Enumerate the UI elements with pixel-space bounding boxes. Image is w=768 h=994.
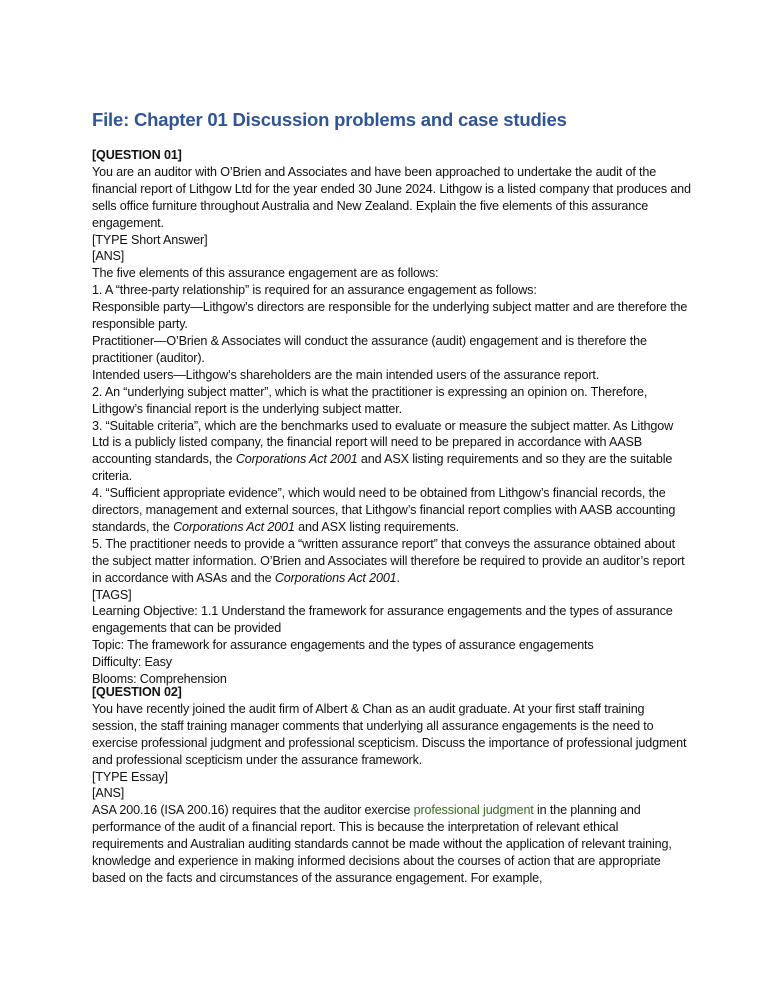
tags-label: [TAGS] — [92, 587, 132, 602]
answer-item-4-text-a: 4. “Sufficient appropriate evidence”, which would need to be obtained from Lithgow’s financial records, the directors, management and external sources, that Lithgow’s financial report complies with AASB accounting standards, the — [92, 486, 676, 534]
answer-item-3 — [92, 418, 692, 486]
answer-paragraph — [92, 802, 692, 887]
answer-item-3-text-a: 3. “Suitable criteria”, which are the benchmarks used to evaluate or measure the subject matter. As Lithgow Ltd is a publicly listed company, the financial report will need to be prepared in accordance with AASB accounting standards, the — [92, 418, 674, 467]
blooms: Blooms: Comprehension — [92, 672, 227, 687]
act-reference: Corporations Act 2001 — [173, 519, 295, 534]
responsible-party: Responsible party—Lithgow’s directors are responsible for the underlying subject matter and are therefore the responsible party. — [92, 300, 688, 332]
question-type: [TYPE Essay] — [92, 769, 168, 784]
answer-item-2: 2. An “underlying subject matter”, which is what the practitioner is expressing an opinion on. Therefore, Lithgow’s financial report is the underlying subject matter. — [92, 384, 648, 416]
answer-item-4 — [92, 485, 692, 536]
question-prompt: You have recently joined the audit firm of Albert & Chan as an audit graduate. At your first staff training session, the staff training manager comments that underlying all assurance engagements is the need to exercise professional judgment and professional scepticism. Discuss the importance of professional judgment and professional scepticism under the assurance framework. — [92, 701, 687, 767]
question-02 — [92, 684, 692, 887]
act-reference: Corporations Act 2001 — [235, 452, 358, 467]
question-heading: [QUESTION 02] — [92, 685, 182, 699]
topic: Topic: The framework for assurance engagements and the types of assurance engagements — [92, 638, 594, 653]
document-title: File: Chapter 01 Discussion problems and case studies — [92, 109, 567, 130]
professional-judgment-link[interactable]: professional judgment — [413, 803, 534, 818]
answer-item-5 — [92, 536, 692, 587]
answer-item-5-text-a: 5. The practitioner needs to provide a “written assurance report” that conveys the assurance obtained about the subject matter information. O’Brien and Associates will therefore be required to provide an auditor’s report in accordance with ASAs and the — [92, 536, 685, 585]
question-heading: [QUESTION 01] — [92, 148, 182, 162]
answer-item-3-text-b: and ASX listing requirements and so they are the suitable criteria. — [92, 452, 673, 484]
question-prompt: You are an auditor with O’Brien and Associates and have been approached to undertake the audit of the financial report of Lithgow Ltd for the year ended 30 June 2024. Lithgow is a listed company that produces and sells office furniture throughout Australia and New Zealand. Explain the five elements of this assurance engagement. — [92, 164, 691, 230]
answer-label: [ANS] — [92, 249, 125, 264]
answer-item-4-text-b: and ASX listing requirements. — [294, 519, 459, 534]
answer-text-b: in the planning and performance of the audit of a financial report. This is because the interpretation of relevant ethical requirements and Australian auditing standards cannot be made without the application of relevant training, knowledge and experience in making informed decisions about the courses of action that are appropriate based on the facts and circumstances of the assurance engagement. For example, — [92, 803, 672, 885]
intended-users: Intended users—Lithgow’s shareholders are the main intended users of the assurance report. — [92, 367, 600, 382]
practitioner: Practitioner—O’Brien & Associates will conduct the assurance (audit) engagement and is therefore the practitioner (auditor). — [92, 333, 647, 365]
answer-item-1: 1. A “three-party relationship” is required for an assurance engagement as follows: — [92, 283, 537, 298]
question-01 — [92, 147, 692, 688]
act-reference: Corporations Act 2001 — [274, 570, 397, 585]
answer-intro: The five elements of this assurance engagement are as follows: — [92, 266, 439, 281]
difficulty: Difficulty: Easy — [92, 655, 172, 670]
answer-label: [ANS] — [92, 786, 125, 801]
answer-text-a: ASA 200.16 (ISA 200.16) requires that the auditor exercise — [92, 803, 414, 818]
question-type: [TYPE Short Answer] — [92, 232, 208, 247]
answer-item-5-text-b: . — [396, 570, 400, 585]
learning-objective: Learning Objective: 1.1 Understand the framework for assurance engagements and the types of assurance engagements that can be provided — [92, 604, 673, 636]
